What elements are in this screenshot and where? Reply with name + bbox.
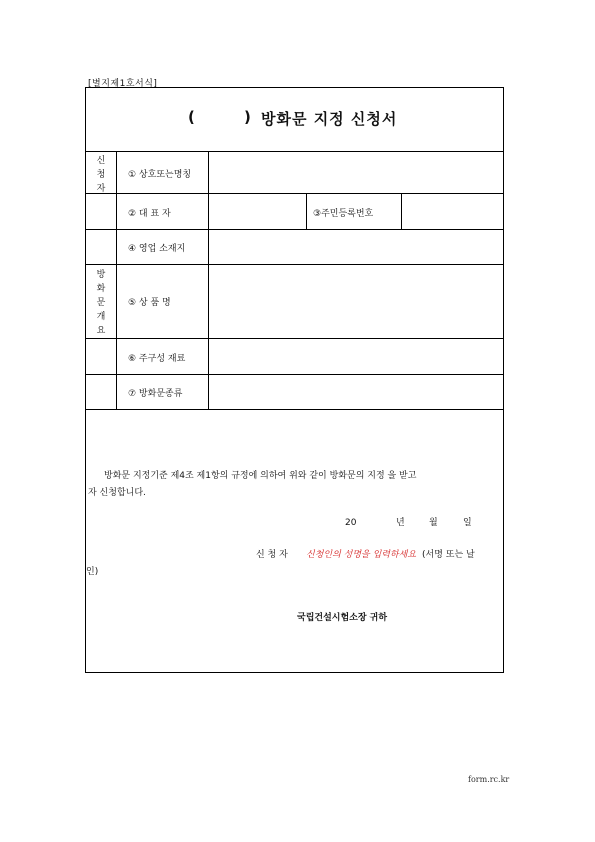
title-paren-left: (: [188, 108, 196, 126]
footer-site: form.rc.kr: [468, 775, 510, 784]
date-year: 20: [345, 518, 357, 528]
column-divider: [116, 151, 117, 409]
representative-field[interactable]: [210, 195, 304, 228]
application-form: [85, 87, 504, 673]
signature-note: (서명 또는 날: [422, 550, 475, 560]
addressee: 국립건설시험소장 귀하: [297, 613, 388, 623]
declaration-line-2: 자 신청합니다.: [88, 488, 146, 498]
section-applicant-char: 청: [96, 170, 106, 180]
section-overview-char: 문: [96, 298, 106, 308]
label-door-type: ⑦ 방화문종류: [128, 389, 183, 399]
section-applicant-char: 자: [96, 184, 106, 194]
section-applicant: [86, 154, 116, 196]
column-divider: [401, 193, 402, 229]
declaration-line-1: 방화문 지정기준 제4조 제1항의 규정에 의하여 위와 같이 방화문의 지정 을 받고: [104, 471, 417, 481]
section-overview-char: 방: [96, 270, 106, 280]
label-main-material: ⑥ 주구성 재료: [128, 354, 186, 364]
label-representative: ② 대 표 자: [128, 209, 171, 219]
label-company-name: ① 상호또는명칭: [128, 170, 192, 180]
applicant-name-input[interactable]: 신청인의 성명을 입력하세요: [306, 550, 417, 560]
row-divider: [86, 151, 503, 152]
signature-note-cont: 인): [86, 567, 99, 577]
title-text: 방화문 지정 신청서: [261, 110, 398, 128]
row-divider: [86, 409, 503, 410]
column-divider: [306, 193, 307, 229]
form-number-label: [별지제1호서식]: [88, 79, 158, 89]
section-overview-char: 화: [96, 284, 106, 294]
label-product-name: ⑤ 상 품 명: [128, 298, 171, 308]
business-address-field[interactable]: [210, 231, 502, 263]
section-applicant-char: 신: [96, 156, 106, 166]
title-paren-right: ): [244, 108, 252, 126]
section-overview: [86, 268, 116, 338]
product-name-field[interactable]: [210, 266, 502, 337]
company-name-field[interactable]: [210, 153, 502, 192]
label-business-address: ④ 영업 소재지: [128, 244, 186, 254]
row-divider: [86, 229, 503, 230]
row-divider: [86, 374, 503, 375]
section-overview-char: 요: [96, 326, 106, 336]
row-divider: [86, 193, 503, 194]
row-divider: [86, 264, 503, 265]
label-resident-number: ③주민등록번호: [313, 209, 374, 219]
applicant-label: 신 청 자: [256, 550, 288, 560]
door-type-field[interactable]: [210, 376, 502, 408]
column-divider: [208, 151, 209, 409]
main-material-field[interactable]: [210, 340, 502, 373]
date-month-unit: 월: [429, 518, 438, 528]
date-year-unit: 년: [396, 518, 405, 528]
date-day-unit: 일: [463, 518, 472, 528]
row-divider: [86, 338, 503, 339]
section-overview-char: 개: [96, 312, 106, 322]
resident-number-field[interactable]: [403, 195, 502, 228]
